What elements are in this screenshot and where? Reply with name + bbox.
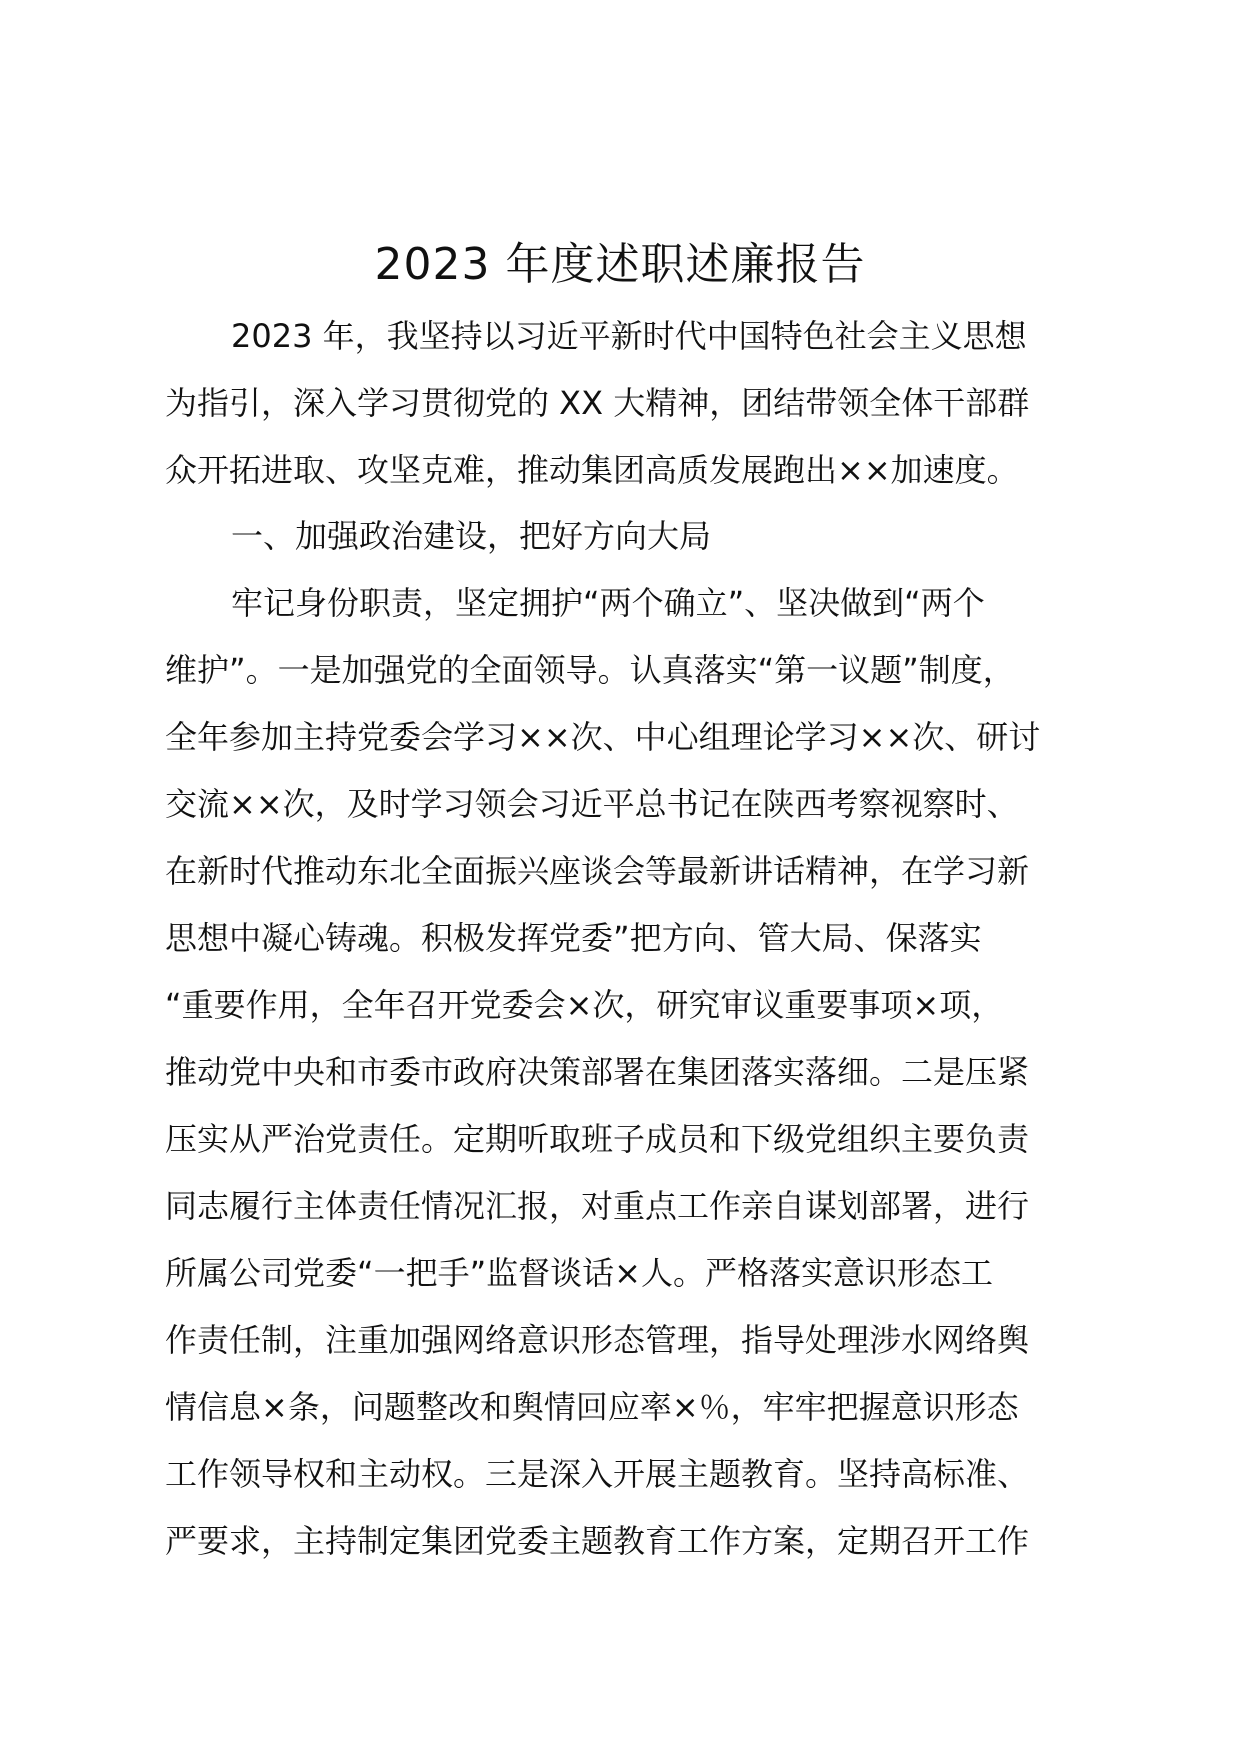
paragraph-line: 同志履行主体责任情况汇报，对重点工作亲自谋划部署，进行 — [165, 1187, 1030, 1225]
paragraph-line: “重要作用，全年召开党委会×次，研究审议重要事项×项， — [165, 986, 1004, 1024]
paragraph-line: 压实从严治党责任。定期听取班子成员和下级党组织主要负责 — [165, 1120, 1030, 1158]
paragraph-line: 交流××次，及时学习领会习近平总书记在陕西考察视察时、 — [165, 785, 1019, 823]
paragraph-line: 全年参加主持党委会学习××次、中心组理论学习××次、研讨 — [165, 718, 1041, 756]
paragraph-line: 作责任制，注重加强网络意识形态管理，指导处理涉水网络舆 — [165, 1321, 1030, 1359]
paragraph-line: 工作领导权和主动权。三是深入开展主题教育。坚持高标准、 — [165, 1455, 1030, 1493]
paragraph-line: 情信息×条，问题整改和舆情回应率×％，牢牢把握意识形态 — [165, 1388, 1019, 1426]
paragraph-line: 牢记身份职责，坚定拥护“两个确立”、坚决做到“两个 — [231, 584, 985, 622]
paragraph-line: 推动党中央和市委市政府决策部署在集团落实落细。二是压紧 — [165, 1053, 1030, 1091]
paragraph-line: 众开拓进取、攻坚克难，推动集团高质发展跑出××加速度。 — [165, 451, 1019, 489]
paragraph-line: 维护”。一是加强党的全面领导。认真落实“第一议题”制度， — [165, 651, 1015, 689]
paragraph-line: 2023 年，我坚持以习近平新时代中国特色社会主义思想 — [231, 317, 1027, 355]
section-heading: 一、加强政治建设，把好方向大局 — [231, 517, 712, 555]
paragraph-line: 思想中凝心铸魂。积极发挥党委”把方向、管大局、保落实 — [165, 919, 982, 957]
paragraph-line: 所属公司党委“一把手”监督谈话×人。严格落实意识形态工 — [165, 1254, 993, 1292]
document-title: 2023 年度述职述廉报告 — [374, 239, 866, 290]
paragraph-line: 在新时代推动东北全面振兴座谈会等最新讲话精神，在学习新 — [165, 852, 1030, 890]
paragraph-line: 为指引，深入学习贯彻党的 XX 大精神，团结带领全体干部群 — [165, 384, 1030, 422]
paragraph-line: 严要求，主持制定集团党委主题教育工作方案，定期召开工作 — [165, 1522, 1030, 1560]
